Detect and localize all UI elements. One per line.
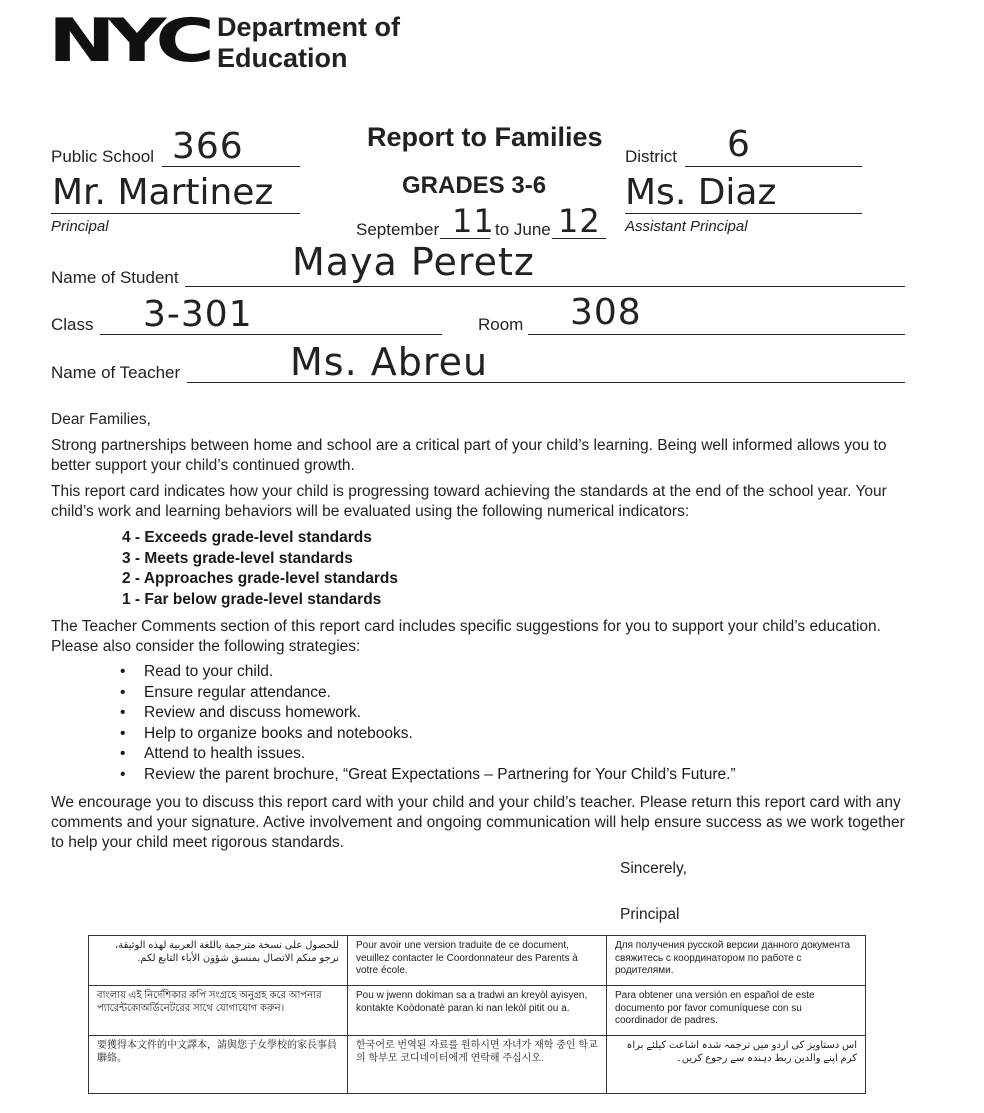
letter-paragraph-2: This report card indicates how your child is progressing toward achieving the standards at the end of the school year. Your child’s work and learning behaviors will be evaluated using the following numerical indicators: [51,483,887,520]
assistant-principal-value: Ms. Diaz [625,172,777,213]
public-school-label: Public School [51,147,155,166]
translation-french: Pour avoir une version traduite de ce document, veuillez contacter le Coordonnateur des Parents à votre école. [348,936,607,986]
page-title: Report to Families [367,122,603,152]
table-row [89,936,866,986]
strategy-item: • Attend to health issues. [120,745,306,763]
letter-paragraph-4: We encourage you to discuss this report card with your child and your child’s teacher. Please return this report card with any comments and your signature. Active involvement and ongoing communication will help ensure success as we work together to help your child meet rigorous standards. [51,794,905,851]
room-line [528,334,905,335]
letter-closing: Sincerely, [620,860,687,877]
room-value: 308 [570,292,642,333]
strategy-item: • Help to organize books and notebooks. [120,724,413,742]
strategy-item: • Ensure regular attendance. [120,683,331,701]
district-line [685,166,862,167]
strategy-list [120,662,736,786]
grades-subtitle: GRADES 3-6 [402,172,547,199]
district-label: District [625,147,677,166]
september-value: 11 [452,202,495,240]
letter-paragraph-1: Strong partnerships between home and school are a critical part of your child’s learning. Being well informed allows you to better support your child’s continued growth. [51,437,887,474]
principal-line [51,213,300,214]
table-row [89,986,866,1036]
strategy-item: • Review the parent brochure, “Great Expectations – Partnering for Your Child’s Future.” [120,765,736,783]
translation-chinese: 要獲得本文件的中文譯本，請與您子女學校的家長事員聯絡。 [89,1036,348,1094]
translation-bengali: বাংলায় এই নির্দেশিকার কপি সংগ্রহে অনুগ্রহ করে আপনার প্যারেন্টকোঅর্ডিনেটরের সাথে যোগাযোগ করুন। [89,986,348,1036]
indicator-item: 3 - Meets grade-level standards [122,549,353,567]
translation-russian: Для получения русской версии данного документа свяжитесь с координатором по работе с родителями. [607,936,866,986]
indicator-list [122,528,398,610]
strategy-item: • Review and discuss homework. [120,704,362,722]
principal-label: Principal [51,218,109,235]
translation-arabic: للحصول على نسخة مترجمة باللغة العربية لهذه الوثيقة، نرجو منكم الاتصال بمنسق شؤون الأباء التابع لكم. [89,936,348,986]
june-value: 12 [558,202,601,240]
letter-greeting: Dear Families, [51,411,151,428]
student-name-value: Maya Peretz [292,240,535,284]
indicator-item: 4 - Exceeds grade-level standards [122,529,372,546]
class-value: 3-301 [143,294,253,335]
translation-spanish: Para obtener una versión en español de este documento por favor comuníquese con su coordinador de padres. [607,986,866,1036]
to-june-label: to June [495,220,551,239]
signature-label: Principal [620,906,680,923]
principal-value: Mr. Martinez [52,172,274,213]
teacher-name-value: Ms. Abreu [290,340,489,384]
translation-table [88,935,866,1094]
indicator-item: 1 - Far below grade-level standards [122,590,382,608]
nyc-logo: NYC [48,6,207,76]
district-value: 6 [727,124,751,165]
public-school-value: 366 [172,126,244,167]
translation-korean: 한국어로 번역된 자료를 원하시면 자녀가 재학 중인 학교의 학부모 코디네이터에게 연락해 주십시오. [348,1036,607,1094]
letter-paragraph-3: The Teacher Comments section of this report card includes specific suggestions for you to support your child’s education. Please also consider the following strategies: [51,618,881,655]
student-name-line [185,286,905,287]
indicator-item: 2 - Approaches grade-level standards [122,570,398,587]
assistant-principal-label: Assistant Principal [625,218,748,235]
student-name-label: Name of Student [51,268,179,287]
room-label: Room [478,315,524,334]
translation-haitian-creole: Pou w jwenn dokiman sa a tradwi an kreyòl ayisyen, kontakte Koòdonatè paran ki nan lekòl pitit ou a. [348,986,607,1036]
table-row [89,1036,866,1094]
strategy-item: • Read to your child. [120,663,274,680]
assistant-principal-line [625,213,862,214]
september-label: September [356,220,440,239]
teacher-name-label: Name of Teacher [51,363,181,382]
department-of-education-logo-text: Department of Education [217,12,401,73]
class-label: Class [51,315,94,334]
translation-urdu: اس دستاویز کی اردو میں ترجمہ شدہ اشاعت کیلئے براہ کرم اپنے والدین ربط دہندہ سے رجوع کریں۔ [607,1036,866,1094]
